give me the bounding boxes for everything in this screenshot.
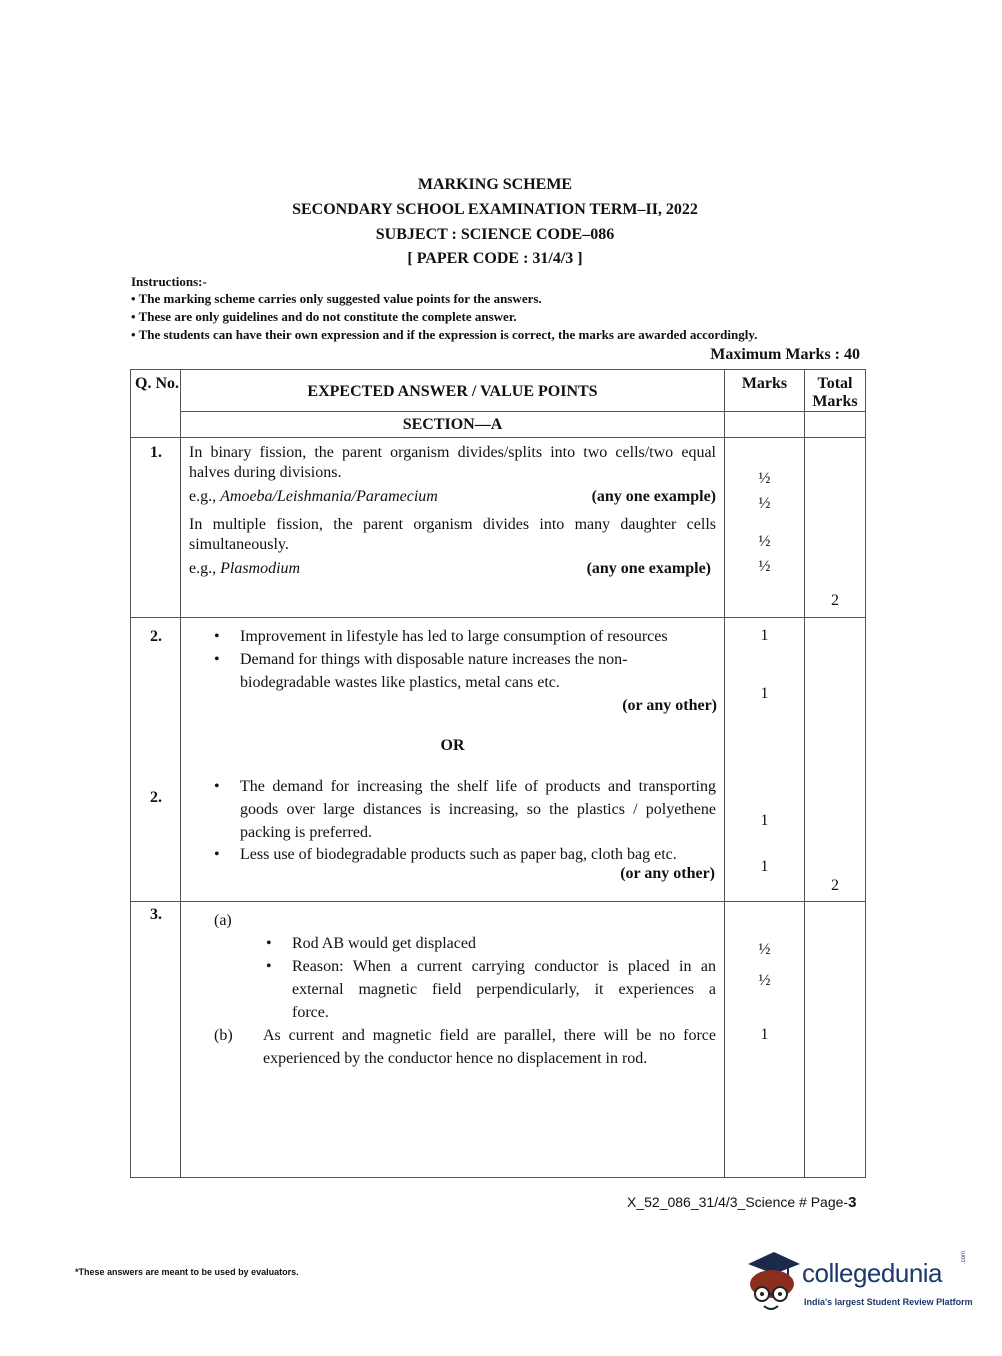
instruction-item: • The marking scheme carries only suggested value points for the answers. <box>131 291 542 306</box>
instructions-title: Instructions:- <box>131 274 207 289</box>
q2-alt-point-2: • Less use of biodegradable products such as paper bag, cloth bag etc. <box>240 845 677 865</box>
q1-example-1: e.g., Amoeba/Leishmania/Paramecium <box>189 488 438 505</box>
q3-mark: ½ <box>758 972 771 989</box>
instruction-item: • These are only guidelines and do not constitute the complete answer. <box>131 309 517 324</box>
q1-mark: ½ <box>758 533 771 550</box>
brand-tagline: India's largest Student Review Platform <box>804 1297 973 1307</box>
doc-title: MARKING SCHEME <box>417 176 573 193</box>
q1-mark: ½ <box>758 558 771 575</box>
q1-mark: ½ <box>758 495 771 512</box>
q1-mark: ½ <box>758 470 771 487</box>
q1-example-note-2: (any one example) <box>586 560 711 577</box>
q1-multiple-fission-cont: simultaneously. <box>189 536 289 553</box>
q1-multiple-fission: In multiple fission, the parent organism divides into many daughter cells <box>189 516 716 533</box>
q2-number: 2. <box>150 628 162 645</box>
max-marks: Maximum Marks : 40 <box>710 346 860 363</box>
header-total-marks: Marks <box>812 393 858 410</box>
q3-part-b-label: (b) <box>214 1027 233 1044</box>
q3-b-answer: As current and magnetic field are parallel, there will be no force <box>263 1027 716 1044</box>
q3-a-point-2: • Reason: When a current carrying conductor is placed in an <box>292 957 716 977</box>
q1-binary-fission-cont: halves during divisions. <box>189 464 342 481</box>
q3-part-a-label: (a) <box>214 912 232 929</box>
q2-point-1: • Improvement in lifestyle has led to large consumption of resources <box>240 627 668 647</box>
subject-line: SUBJECT : SCIENCE CODE–086 <box>375 226 615 243</box>
header-total: Total <box>817 375 853 392</box>
q3-mark: ½ <box>758 941 771 958</box>
q2-point-2-cont: biodegradable wastes like plastics, metal cans etc. <box>240 674 560 691</box>
q2-alt-point-1: • The demand for increasing the shelf life of products and transporting <box>240 777 716 797</box>
q2-alt-number: 2. <box>150 789 162 806</box>
header-marks: Marks <box>741 375 788 392</box>
section-a-title: SECTION—A <box>402 416 503 433</box>
header-answer: EXPECTED ANSWER / VALUE POINTS <box>307 383 598 400</box>
q2-or: OR <box>440 737 465 754</box>
q3-a-point-2-end: force. <box>292 1004 329 1021</box>
collegedunia-logo <box>742 1250 972 1320</box>
q3-mark: 1 <box>760 1026 769 1043</box>
q3-a-point-1: • Rod AB would get displaced <box>292 934 476 954</box>
q1-example-2: e.g., Plasmodium <box>189 560 301 577</box>
q3-b-answer-cont: experienced by the conductor hence no displacement in rod. <box>263 1050 648 1067</box>
q2-mark: 1 <box>760 627 769 644</box>
paper-code: [ PAPER CODE : 31/4/3 ] <box>407 250 583 267</box>
q1-number: 1. <box>150 444 162 461</box>
page-footer-code: X_52_086_31/4/3_Science # Page-3 <box>627 1194 857 1211</box>
q3-number: 3. <box>150 906 162 923</box>
mascot-icon <box>742 1250 804 1316</box>
q1-total: 2 <box>831 592 839 609</box>
instruction-item: • The students can have their own expression and if the expression is correct, the marks are awarded accordingly. <box>131 327 758 342</box>
evaluator-note: *These answers are meant to be used by evaluators. <box>75 1267 299 1277</box>
q1-example-note-1: (any one example) <box>591 488 716 505</box>
q2-total: 2 <box>831 877 839 894</box>
brand-suffix: .com <box>961 1250 967 1264</box>
q2-alt-point-1-cont: goods over large distances is increasing, so the plastics / polyethene <box>240 801 716 818</box>
q3-a-point-2-cont: external magnetic field perpendicularly, it experiences a <box>292 981 716 998</box>
q2-note-1: (or any other) <box>622 697 717 714</box>
q2-mark: 1 <box>760 685 769 702</box>
q2-alt-point-1-end: packing is preferred. <box>240 824 372 841</box>
q2-point-2: • Demand for things with disposable nature increases the non- <box>240 650 627 670</box>
q2-mark: 1 <box>760 858 769 875</box>
q2-note-2: (or any other) <box>620 865 715 882</box>
exam-title: SECONDARY SCHOOL EXAMINATION TERM–II, 2022 <box>292 201 698 218</box>
header-qno: Q. No. <box>135 375 179 392</box>
q2-mark: 1 <box>760 812 769 829</box>
brand-name: collegedunia <box>802 1258 943 1288</box>
q1-binary-fission: In binary fission, the parent organism divides/splits into two cells/two equal <box>189 444 716 461</box>
